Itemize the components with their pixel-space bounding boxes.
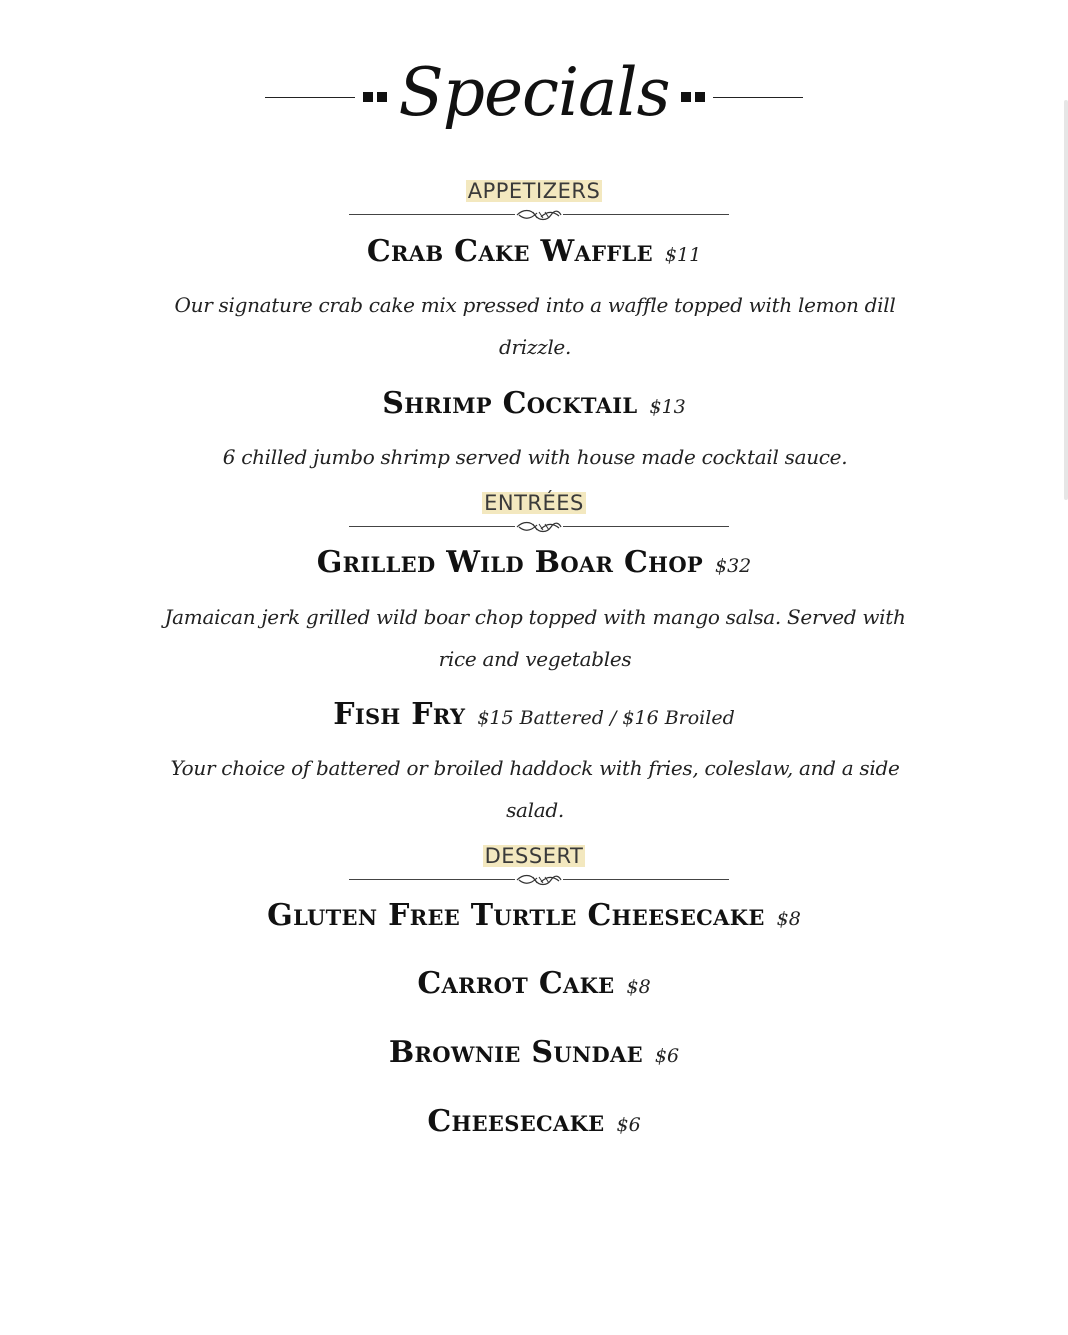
scrollbar[interactable] (1064, 100, 1068, 500)
item-name: Fish Fry (333, 697, 466, 732)
item-price: $6 (616, 1114, 641, 1136)
flourish-icon (515, 874, 563, 886)
section-label: APPETIZERS (467, 179, 601, 203)
item-price: $13 (649, 396, 686, 418)
item-description: Your choice of battered or broiled haddock with fries, coleslaw, and a side salad. (170, 756, 900, 822)
section-divider (349, 208, 729, 222)
item-price: $15 Battered / $16 Broiled (477, 707, 735, 729)
item-description: 6 chilled jumbo shrimp served with house made cocktail sauce. (222, 445, 848, 469)
item-name: Shrimp Cocktail (382, 386, 638, 421)
item-name: Carrot Cake (417, 966, 615, 1001)
item-description: Our signature crab cake mix pressed into a waffle topped with lemon dill drizzle. (174, 293, 896, 359)
item-name: Crab Cake Waffle (366, 234, 653, 269)
section-header-entrees (0, 492, 1068, 514)
item-name: Gluten Free Turtle Cheesecake (267, 898, 765, 933)
item-price: $6 (654, 1045, 680, 1067)
menu-item-carrot-cake (0, 966, 1068, 1001)
section-divider (349, 873, 729, 887)
title-rule-right (713, 97, 803, 98)
page-title: Specials (398, 54, 670, 131)
section-header-appetizers (0, 180, 1068, 202)
menu-item-cheesecake (0, 1104, 1068, 1139)
section-divider (349, 520, 729, 534)
flourish-icon (515, 521, 563, 533)
item-price: $8 (626, 976, 651, 998)
item-description: Jamaican jerk grilled wild boar chop topped with mango salsa. Served with rice and vegetables (164, 605, 906, 671)
item-price: $32 (715, 555, 752, 577)
title-row (0, 52, 1068, 142)
title-ornament-right (681, 92, 705, 102)
menu-item-fish-fry (0, 697, 1068, 732)
title-rule-left (265, 97, 355, 98)
item-price: $11 (664, 244, 702, 266)
menu-item-gluten-free-turtle-cheesecake (0, 898, 1068, 933)
item-name: Grilled Wild Boar Chop (316, 545, 703, 580)
menu-item-grilled-wild-boar-chop (0, 545, 1068, 580)
item-name: Cheesecake (427, 1104, 605, 1139)
menu-item-brownie-sundae (0, 1035, 1068, 1070)
section-label: DESSERT (484, 844, 584, 868)
menu-item-crab-cake-waffle (0, 234, 1068, 269)
item-name: Brownie Sundae (388, 1035, 643, 1070)
section-label: ENTRÉES (484, 491, 584, 515)
flourish-icon (515, 209, 563, 221)
item-price: $8 (776, 908, 801, 930)
menu-item-shrimp-cocktail (0, 386, 1068, 421)
section-header-dessert (0, 845, 1068, 867)
title-ornament-left (363, 92, 387, 102)
